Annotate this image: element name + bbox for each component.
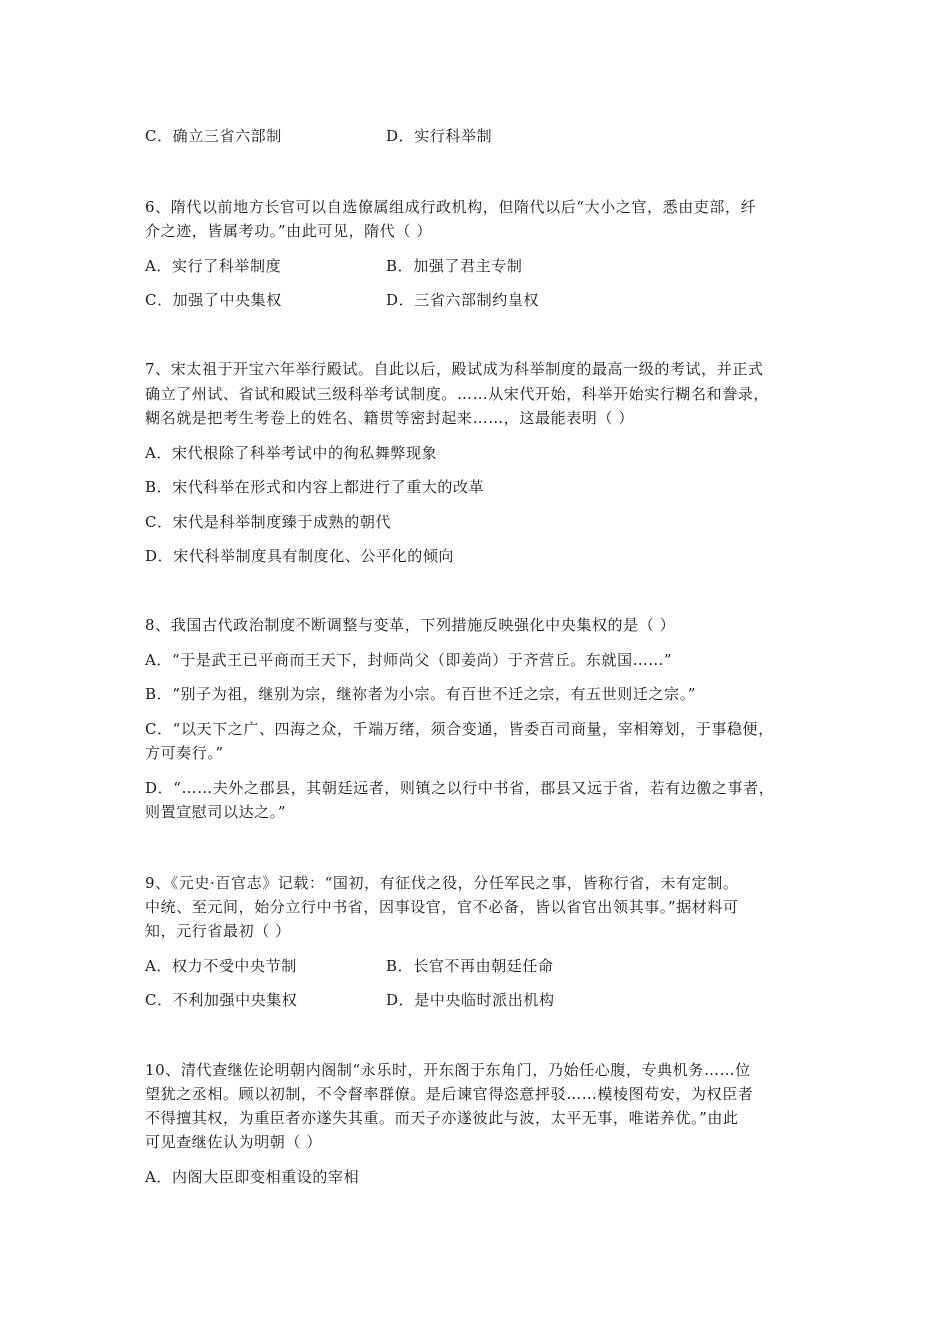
q9-option-d: D．是中央临时派出机构 xyxy=(386,991,555,1009)
q6-stem-line-1: 6、隋代以前地方长官可以自选僚属组成行政机构，但隋代以后“大小之官，悉由吏部，纤 xyxy=(145,198,757,216)
q8-stem-line-1: 8、我国古代政治制度不断调整与变革，下列措施反映强化中央集权的是（ ） xyxy=(145,616,676,634)
q8-option-d-line-2: 则置宣慰司以达之。” xyxy=(145,803,287,821)
q8-option-c-line-2: 方可奏行。” xyxy=(145,744,224,762)
q6-option-d: D．三省六部制约皇权 xyxy=(386,291,540,309)
q7-option-c: C．宋代是科举制度臻于成熟的朝代 xyxy=(145,513,392,531)
q10-option-a: A．内阁大臣即变相重设的宰相 xyxy=(145,1168,360,1186)
q7-option-a: A．宋代根除了科举考试中的徇私舞弊现象 xyxy=(145,444,438,462)
q9-option-b: B．长官不再由朝廷任命 xyxy=(386,957,554,975)
q7-option-d: D．宋代科举制度具有制度化、公平化的倾向 xyxy=(145,547,455,565)
q10-stem-line-4: 可见查继佐认为明朝（ ） xyxy=(145,1133,322,1151)
q7-option-b: B．宋代科举在形式和内容上都进行了重大的改革 xyxy=(145,478,485,496)
q10-stem-line-2: 望犹之丞相。顾以初制，不令督率群僚。是后谏官得恣意抨驳……模棱图苟安，为权臣者 xyxy=(145,1085,754,1103)
q9-option-a: A．权力不受中央节制 xyxy=(145,957,297,975)
q7-stem-line-3: 糊名就是把考生考卷上的姓名、籍贯等密封起来……，这最能表明（ ） xyxy=(145,409,634,427)
q5-option-d: D．实行科举制 xyxy=(386,127,493,145)
q7-stem-line-1: 7、宋太祖于开宝六年举行殿试。自此以后，殿试成为科举制度的最高一级的考试，并正式 xyxy=(145,360,764,378)
q8-option-b: B．“别子为祖，继别为宗，继祢者为小宗。有百世不迁之宗，有五世则迁之宗。” xyxy=(145,685,697,703)
q10-stem-line-1: 10、清代查继佐论明朝内阁制“永乐时，开东阁于东角门，乃始任心腹，专典机务……位 xyxy=(145,1061,751,1079)
q8-option-c-line-1: C．“以天下之广、四海之众，千端万绪，须合变通，皆委百司商量，宰相筹划，于事稳便， xyxy=(145,720,774,738)
q9-stem-line-3: 知，元行省最初（ ） xyxy=(145,922,291,940)
q9-option-c: C．不利加强中央集权 xyxy=(145,991,298,1009)
q9-stem-line-2: 中统、至元间，始分立行中书省，因事设官，官不必备，皆以省官出领其事。”据材料可 xyxy=(145,898,739,916)
q9-stem-line-1: 9、《元史·百官志》记载：“国初，有征伐之役，分任军民之事，皆称行省，未有定制。 xyxy=(145,874,739,892)
q7-stem-line-2: 确立了州试、省试和殿试三级科举考试制度。……从宋代开始，科举开始实行糊名和誊录， xyxy=(145,385,770,403)
q6-option-c: C．加强了中央集权 xyxy=(145,291,282,309)
q10-stem-line-3: 不得擅其权，为重臣者亦遂失其重。而天子亦遂彼此与波，太平无事，唯诺养优。”由此 xyxy=(145,1109,739,1127)
q8-option-a: A．“于是武王已平商而王天下，封师尚父（即姜尚）于齐营丘。东就国……” xyxy=(145,651,673,669)
q5-option-c: C．确立三省六部制 xyxy=(145,127,282,145)
q6-option-b: B．加强了君主专制 xyxy=(386,257,523,275)
q6-stem-line-2: 介之迹，皆属考功。”由此可见，隋代（ ） xyxy=(145,222,432,240)
q6-option-a: A．实行了科举制度 xyxy=(145,257,282,275)
q8-option-d-line-1: D．“……夫外之郡县，其朝廷远者，则镇之以行中书省，郡县又远于省，若有边徼之事者， xyxy=(145,779,775,797)
